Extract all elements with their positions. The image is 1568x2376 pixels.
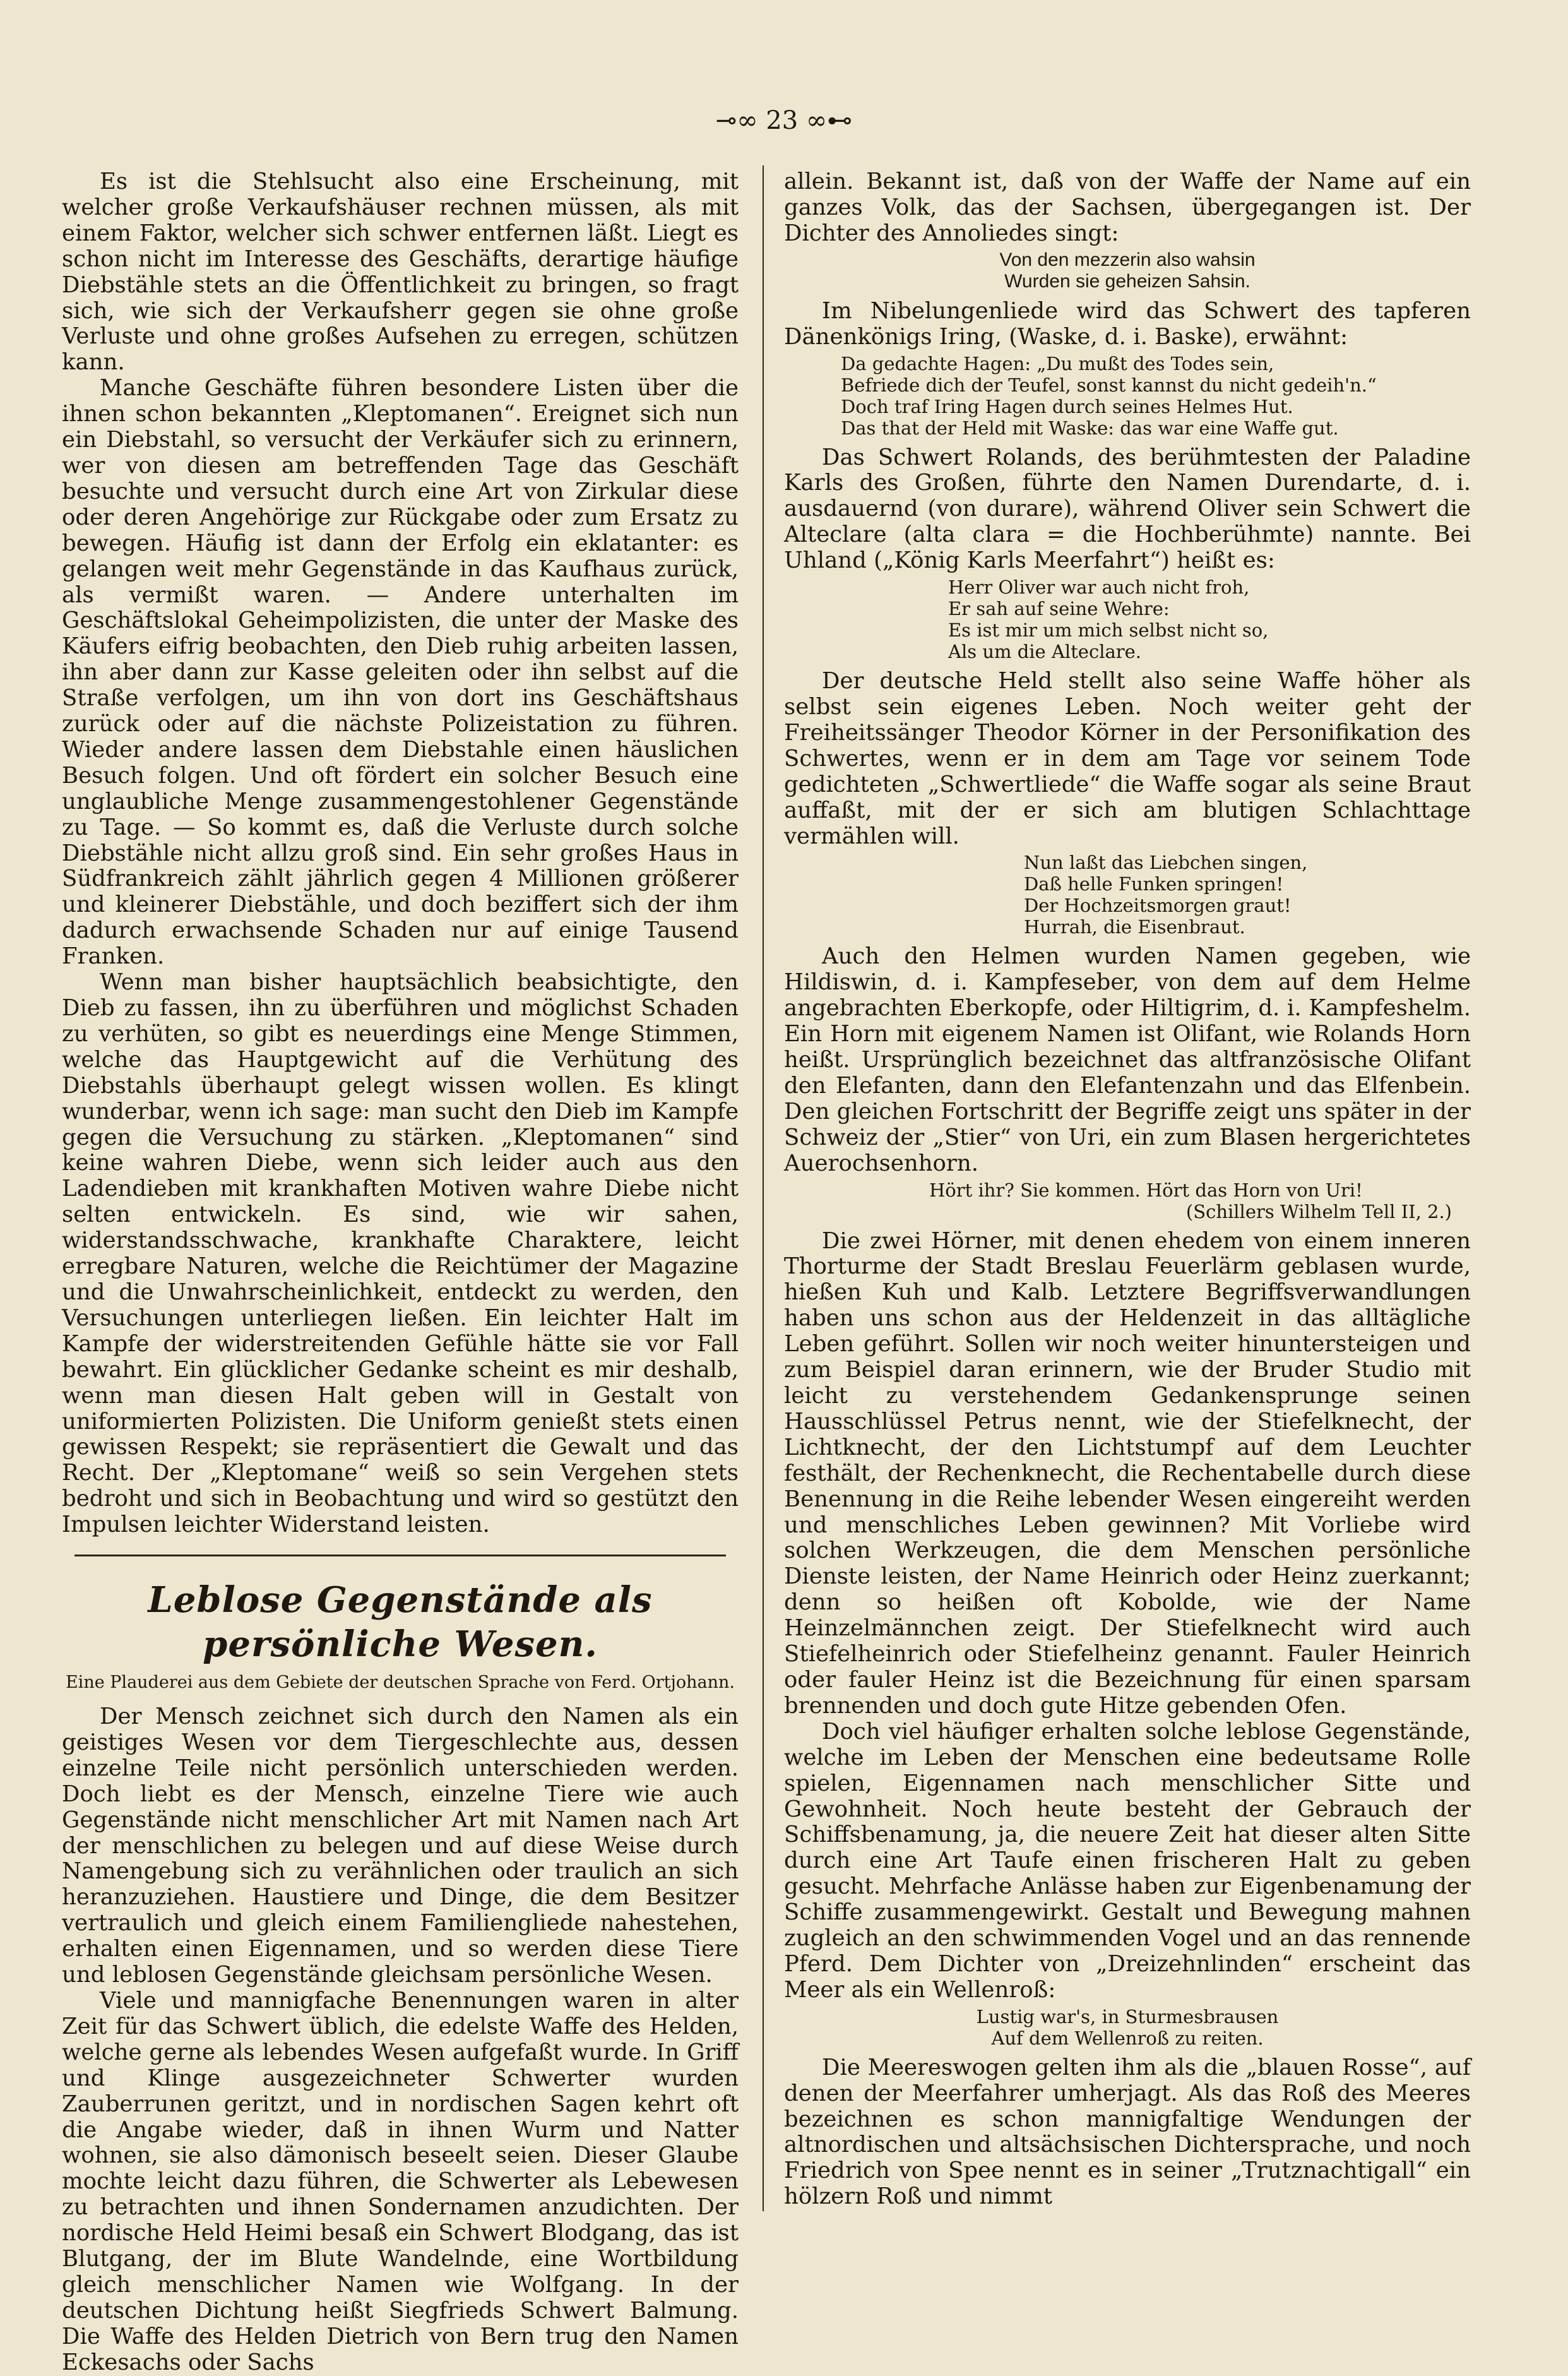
column-divider [763,165,764,2211]
left-column [62,169,739,2376]
verse-line: Da gedachte Hagen: „Du mußt des Todes sein, [841,352,1274,374]
verse-line: Nun laßt das Liebchen singen, [1024,852,1308,874]
paragraph: Der deutsche Held stellt also seine Waffe höher als selbst sein eigenes Leben. Noch weiter geht der Freiheitssänger Theodor Körner in der Personifikation des Schwertes, wenn er in dem am Tage vor seinem Tode gedichteten „Schwertliede“ die Waffe sogar als seine Braut auffaßt, mit der er sich am blutigen Schlachttage vermählen will. [784,668,1471,849]
paragraph: Doch viel häufiger erhalten solche leblose Gegenstände, welche im Leben der Menschen eine bedeutsame Rolle spielen, Eigennamen nach menschlicher Sitte und Gewohnheit. Noch heute besteht der Gebrauch der Schiffsbenamung, ja, die neuere Zeit hat dieser alten Sitte durch eine Art Taufe einen frischeren Halt zu geben gesucht. Mehrfache Anlässe haben zur Eigenbenamung der Schiffe zusammengewirkt. Gestalt und Bewegung mahnen zugleich an den schwimmenden Vogel und an das rennende Pferd. Dem Dichter von „Dreizehnlinden“ erscheint das Meer als ein Wellenroß: [784,1718,1471,2003]
verse-line: Das that der Held mit Waske: das war eine Waffe gut. [841,417,1339,439]
verse-line: Hurrah, die Eisenbraut. [1024,916,1245,938]
verse-line: Hört ihr? Sie kommen. Hört das Horn von Uri! [929,1179,1363,1201]
paragraph: Es ist die Stehlsucht also eine Erscheinung, mit welcher große Verkaufshäuser rechnen müssen, als mit einem Faktor, welcher sich schwer entfernen läßt. Liegt es schon nicht im Interesse des Geschäfts, derartige häufige Diebstähle stets an die Öffentlichkeit zu bringen, so fragt sich, wie sich der Verkaufsherr gegen sie ohne große Verluste und ohne großes Aufsehen zu erregen, schützen kann. [62,169,739,376]
paragraph: Das Schwert Rolands, des berühmtesten der Paladine Karls des Großen, führte den Namen Durendarte, d. i. ausdauernd (von durare), während Oliver sein Schwert die Alteclare (alta clara = die Hochberühmte) nannte. Bei Uhland („König Karls Meerfahrt“) heißt es: [784,444,1471,574]
verse-line: Von den mezzerin also wahsin [999,249,1256,270]
article-byline: Eine Plauderei aus dem Gebiete der deutschen Sprache von Ferd. Ortjohann. [65,1673,735,1693]
verse-line: Als um die Alteclare. [948,641,1142,663]
verse-quote [784,1179,1471,1222]
verse-line: Daß helle Funken springen! [1024,873,1284,895]
right-column [784,169,1471,2210]
verse-quote [784,249,1471,292]
verse-quote [784,353,1471,439]
paragraph: Auch den Helmen wurden Namen gegeben, wie Hildiswin, d. i. Kampfeseber, von dem auf dem Helme angebrachten Eberkopfe, oder Hiltigrim, d. i. Kampfeshelm. Ein Horn mit eigenem Namen ist Olifant, wie Rolands Horn heißt. Ursprünglich bezeichnet das altfranzösische Olifant den Elefanten, dann den Elefantenzahn und das Elfenbein. Den gleichen Fortschritt der Begriffe zeigt uns später in der Schweiz der „Stier“ von Uri, ein zum Blasen hergerichtetes Auerochsenhorn. [784,943,1471,1176]
paragraph: Wenn man bisher hauptsächlich beabsichtigte, den Dieb zu fassen, ihn zu überführen und möglichst Schaden zu verhüten, so gibt es neuerdings eine Menge Stimmen, welche das Hauptgewicht auf die Verhütung des Diebstahls überhaupt gelegt wissen wollen. Es klingt wunderbar, wenn ich sage: man sucht den Dieb im Kampfe gegen die Versuchung zu stärken. „Kleptomanen“ sind keine wahren Diebe, wenn sich leider auch aus den Ladendieben mit krankhaften Motiven wahre Diebe nicht selten entwickeln. Es sind, wie wir sahen, widerstandsschwache, krankhafte Charaktere, leicht erregbare Naturen, welche die Reichtümer der Magazine und die Unwahrscheinlichkeit, entdeckt zu werden, den Versuchungen unterliegen ließen. Ein leichter Halt im Kampfe der widerstreitenden Gefühle hätte sie vor Fall bewahrt. Ein glücklicher Gedanke scheint es mir deshalb, wenn man diesen Halt geben will in Gestalt von uniformierten Polizisten. Die Uniform genießt stets einen gewissen Respekt; sie repräsentiert die Gewalt und das Recht. Der „Kleptomane“ weiß so sein Vergehen stets bedroht und sich in Beobachtung und wird so gestützt den Impulsen leichter Widerstand leisten. [62,969,739,1538]
verse-line: Doch traf Iring Hagen durch seines Helmes Hut. [841,395,1293,417]
verse-quote [784,576,1471,662]
verse-line: Es ist mir um mich selbst nicht so, [948,619,1269,642]
paragraph: allein. Bekannt ist, daß von der Waffe der Name auf ein ganzes Volk, das der Sachsen, übergegangen ist. Der Dichter des Annoliedes singt: [784,169,1471,246]
paragraph: Viele und mannigfache Benennungen waren in alter Zeit für das Schwert üblich, die edelste Waffe des Helden, welche gerne als lebendes Wesen aufgefaßt wurde. In Griff und Klinge ausgezeichneter Schwerter wurden Zauberrunen geritzt, und in nordischen Sagen kehrt oft die Angabe wieder, daß in ihnen Wurm und Natter wohnen, sie also dämonisch beseelt seien. Dieser Glaube mochte leicht dazu führen, die Schwerter als Lebewesen zu betrachten und ihnen Sondernamen anzudichten. Der nordische Held Heimi besaß ein Schwert Blodgang, das ist Blutgang, der im Blute Wandelnde, eine Wortbildung gleich menschlicher Namen wie Wolfgang. In der deutschen Dichtung heißt Siegfrieds Schwert Balmung. Die Waffe des Helden Dietrich von Bern trug den Namen Eckesachs oder Sachs [62,1988,739,2375]
paragraph: Manche Geschäfte führen besondere Listen über die ihnen schon bekannten „Kleptomanen“. Ereignet sich nun ein Diebstahl, so versucht der Verkäufer sich zu erinnern, wer von diesen am betreffenden Tage das Geschäft besuchte und versucht durch eine Art von Zirkular diese oder deren Angehörige zur Rückgabe oder zum Ersatz zu bewegen. Häufig ist dann der Erfolg ein eklatanter: es gelangen weit mehr Gegenstände in das Kaufhaus zurück, als vermißt waren. — Andere unterhalten im Geschäftslokal Geheimpolizisten, die unter der Maske des Käufers eifrig beobachten, den Dieb ruhig arbeiten lassen, ihn aber dann zur Kasse geleiten oder ihn selbst auf die Straße verfolgen, um ihn von dort ins Geschäftshaus zurück oder auf die nächste Polizeistation zu führen. Wieder andere lassen dem Diebstahle einen häuslichen Besuch folgen. Und oft fördert ein solcher Besuch eine unglaubliche Menge zusammengestohlener Gegenstände zu Tage. — So kommt es, daß die Verluste durch solche Diebstähle nicht allzu groß sind. Ein sehr großes Haus in Südfrankreich zählt jährlich gegen 4 Millionen größerer und kleinerer Diebstähle, und doch beziffert sich der ihm dadurch erwachsende Schaden nur auf einige Tausend Franken. [62,375,739,970]
article-title: Leblose Gegenstände als persönliche Wesen. [148,1579,653,1666]
section-rule [74,1555,726,1556]
page-number-text: 23 [766,106,799,135]
verse-line: Auf dem Wellenroß zu reiten. [991,2027,1264,2049]
verse-quote [784,852,1471,938]
paragraph: Die Meereswogen gelten ihm als die „blauen Rosse“, auf denen der Meerfahrer umherjagt. Als das Roß des Meeres bezeichnen es schon mannigfaltige Wendungen der altnordischen und altsächsischen Dichtersprache, und noch Friedrich von Spee nennt es in seiner „Trutznachtigall“ ein hölzern Roß und nimmt [784,2054,1471,2210]
verse-attribution: (Schillers Wilhelm Tell II, 2.) [1185,1200,1452,1222]
verse-line: Er sah auf seine Wehre: [948,598,1170,620]
verse-line: Herr Oliver war auch nicht froh, [948,576,1250,599]
verse-line: Wurden sie geheizen Sahsin. [1004,270,1250,292]
paragraph: Die zwei Hörner, mit denen ehedem von einem inneren Thorturme der Stadt Breslau Feuerlärm geblasen wurde, hießen Kuh und Kalb. Letztere Begriffsverwandlungen haben uns schon aus der Heldenzeit in das alltägliche Leben geführt. Sollen wir noch weiter hinuntersteigen und zum Beispiel daran erinnern, wie der Bruder Studio mit leicht zu verstehendem Gedankensprunge seinen Hausschlüssel Petrus nennt, wie der Stiefelknecht, der Lichtknecht, der den Lichtstumpf auf dem Leuchter festhält, der Rechenknecht, die Rechentabelle durch diese Benennung in die Reihe lebender Wesen eingereiht werden und menschliches Leben gewinnen? Mit Vorliebe wird solchen Werkzeugen, die dem Menschen persönliche Dienste leisten, der Name Heinrich oder Heinz zuerkannt; denn so heißen oft Kobolde, wie der Name Heinzelmännchen zeigt. Der Stiefelknecht wird auch Stiefelheinrich oder Stiefelheinz genannt. Fauler Heinrich oder fauler Heinz ist die Bezeichnung für einen sparsam brennenden und doch gute Hitze gebenden Ofen. [784,1227,1471,1719]
verse-line: Lustig war's, in Sturmesbrausen [976,2005,1279,2027]
page-number: ⊸∞ 23 ∞⊷ [715,106,853,135]
verse-line: Befriede dich der Teufel, sonst kannst du nicht gedeih'n.“ [841,374,1377,396]
paragraph: Der Mensch zeichnet sich durch den Namen als ein geistiges Wesen vor dem Tiergeschlechte aus, dessen einzelne Teile nicht persönlich unterschieden werden. Doch liebt es der Mensch, einzelne Tiere wie auch Gegenstände nicht menschlicher Art mit Namen nach Art der menschlichen zu belegen und auf diese Weise durch Namengebung sich zu verähnlichen oder traulich an sich heranzuziehen. Haustiere und Dinge, die dem Besitzer vertraulich und gleich einem Familiengliede nahestehen, erhalten einen Eigennamen, und so werden diese Tiere und leblosen Gegenstände gleichsam persönliche Wesen. [62,1704,739,1988]
verse-line: Der Hochzeitsmorgen graut! [1024,895,1292,917]
verse-quote [784,2006,1471,2049]
paragraph: Im Nibelungenliede wird das Schwert des tapferen Dänenkönigs Iring, (Waske, d. i. Baske), erwähnt: [784,297,1471,350]
